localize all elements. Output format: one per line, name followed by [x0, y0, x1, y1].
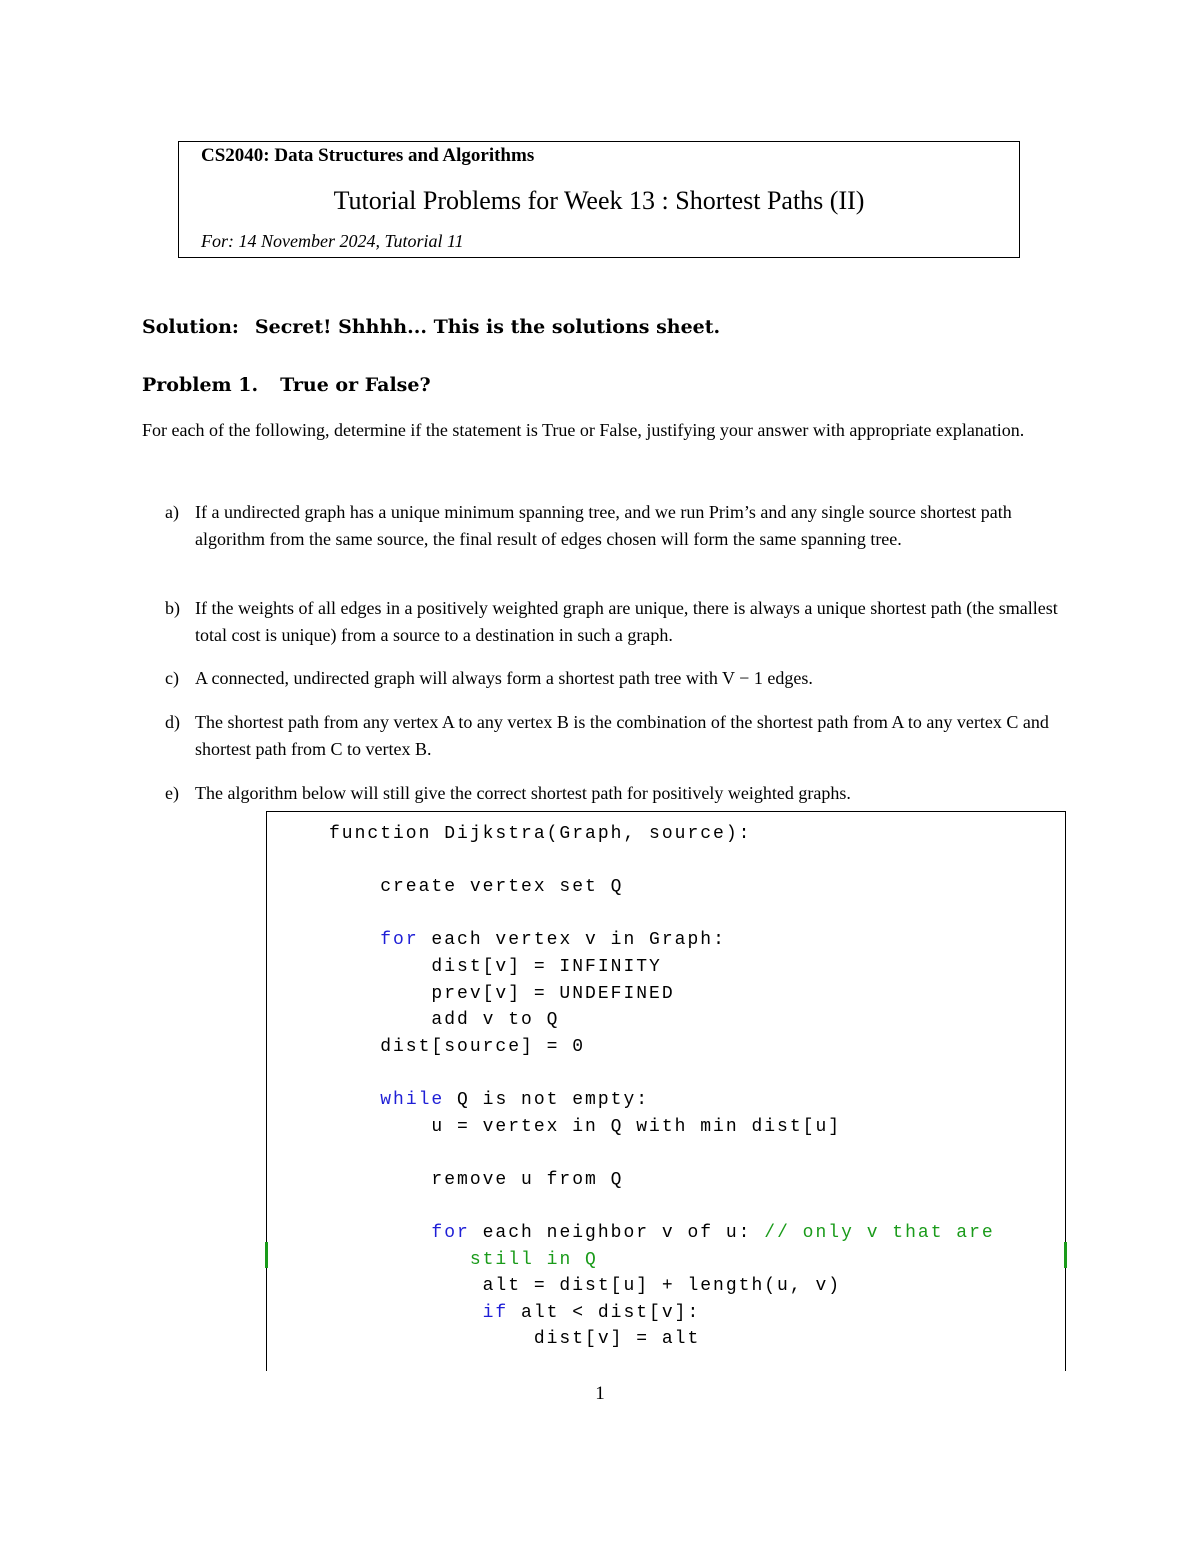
item-letter: d) [165, 712, 180, 732]
line-wrap-marker [1064, 1242, 1067, 1268]
code-listing: function Dijkstra(Graph, source): create vertex set Q for each vertex v in Graph: dist[v] = INFINITY prev[v] = UNDEFINED add v to Q dist[source] = 0 while Q is not empty: u = vertex in Q with min dist[u] remove u from Q for each neighbor v of u: // only v that are still in Q alt = dist[u] + length(u, v) if alt < dist[v]: dist[v] = alt [329, 824, 995, 1350]
list-item [142, 780, 1062, 807]
item-text: The algorithm below will still give the correct shortest path for positively weighted graphs. [195, 783, 851, 803]
problem-title: True or False? [280, 374, 431, 396]
item-letter: c) [165, 668, 179, 688]
problem-intro: For each of the following, determine if the statement is True or False, justifying your answer with appropriate explanation. [142, 420, 1025, 440]
code-keyword: for [380, 930, 419, 951]
item-text: If a undirected graph has a unique minimum spanning tree, and we run Prim’s and any single source shortest path algorithm from the same source, the final result of edges chosen will form the same spanning tree. [195, 502, 1012, 549]
course-title: CS2040: Data Structures and Algorithms [201, 145, 535, 166]
tutorial-title: Tutorial Problems for Week 13 : Shortest Paths (II) [333, 186, 865, 215]
item-text: A connected, undirected graph will always form a shortest path tree with V − 1 edges. [195, 668, 813, 688]
list-item [142, 499, 1062, 552]
code-keyword: while [380, 1089, 445, 1110]
problem-label: Problem 1. [142, 374, 259, 396]
list-item [142, 595, 1062, 648]
code-keyword: for [431, 1222, 470, 1243]
line-wrap-marker [265, 1242, 268, 1268]
solution-text: Secret! Shhhh... This is the solutions sheet. [254, 316, 721, 338]
item-letter: e) [165, 783, 179, 803]
code-box [266, 811, 1066, 1371]
item-text: The shortest path from any vertex A to any vertex B is the combination of the shortest path from A to any vertex C and shortest path from C to vertex B. [195, 712, 1049, 759]
list-item [142, 665, 1062, 692]
code-comment: // only v that are [764, 1222, 995, 1243]
page-number: 1 [595, 1383, 605, 1404]
header-box [178, 141, 1020, 258]
solution-label: Solution: [142, 316, 239, 338]
code-keyword: if [482, 1302, 509, 1323]
problem-heading [142, 374, 431, 396]
date-line: For: 14 November 2024, Tutorial 11 [201, 231, 464, 251]
item-text: If the weights of all edges in a positively weighted graph are unique, there is always a unique shortest path (the smallest total cost is unique) from a source to a destination in such a graph. [195, 598, 1058, 645]
item-letter: b) [165, 598, 180, 618]
solution-line [142, 316, 720, 338]
code-comment: still in Q [469, 1249, 598, 1270]
list-item [142, 709, 1062, 762]
item-letter: a) [165, 502, 179, 522]
